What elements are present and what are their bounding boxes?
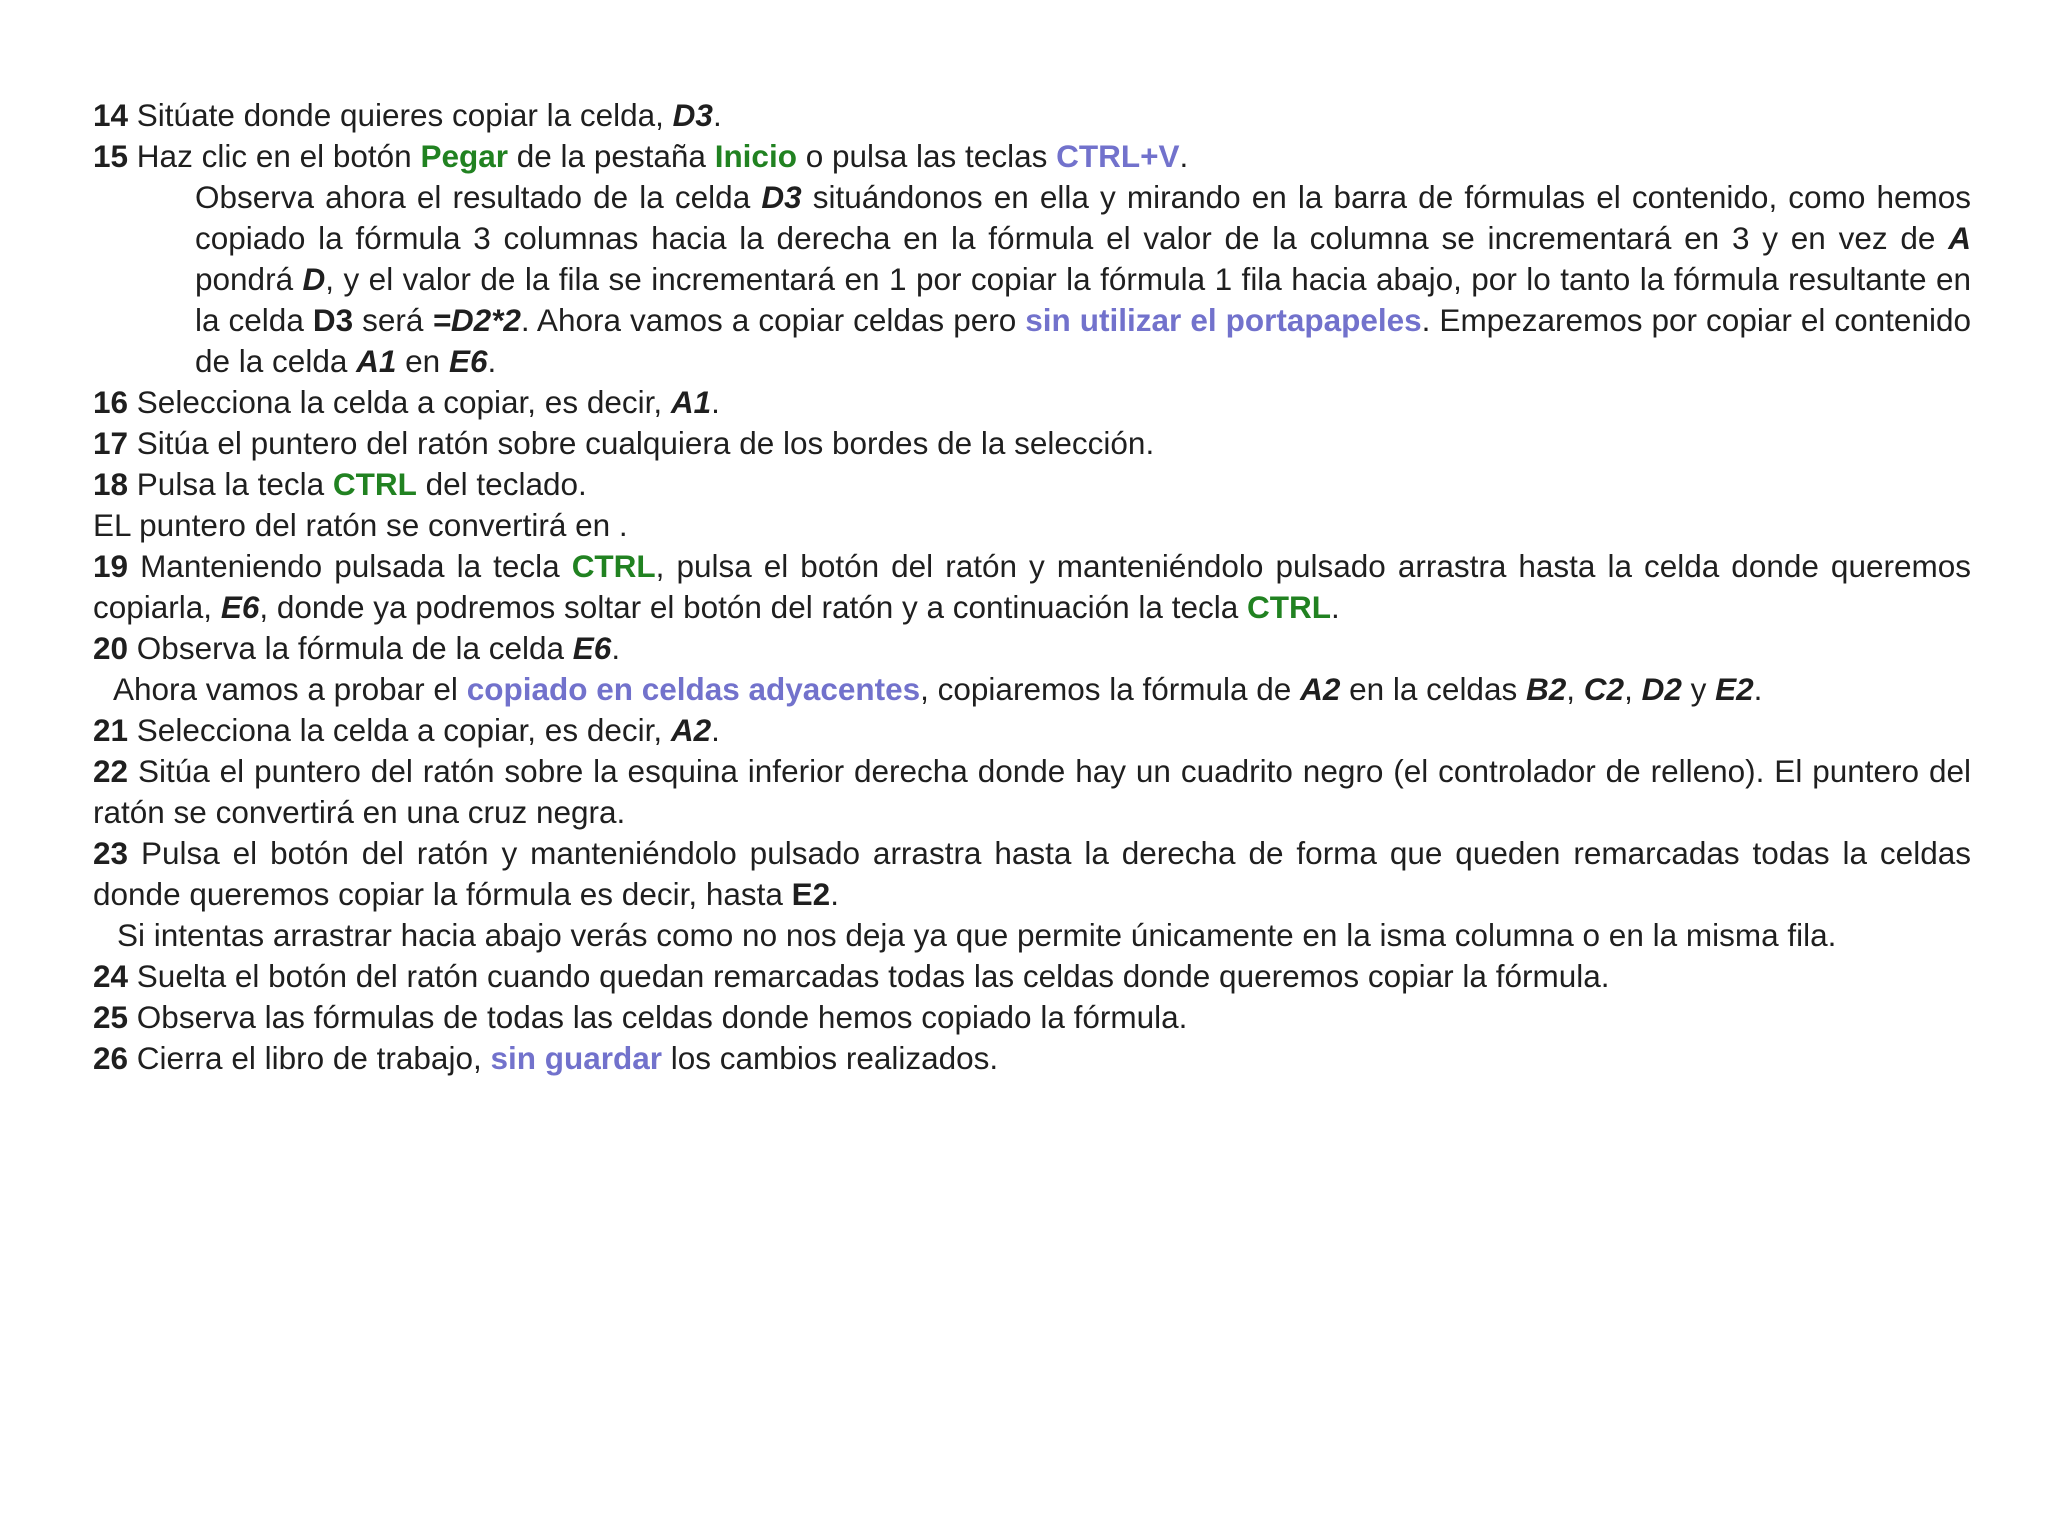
step-20: 20 Observa la fórmula de la celda E6.: [93, 630, 621, 666]
step-19: 19 Manteniendo pulsada la tecla CTRL, pulsa el botón del ratón y manteniéndolo pulsado arrastra hasta la celda donde queremos copiarla, E6, donde ya podremos soltar el botón del ratón y a continuación la tecla CTRL.: [93, 548, 1971, 625]
instructions-body: [93, 95, 1971, 1079]
step-number: 25: [93, 999, 129, 1035]
link-sin-guardar[interactable]: sin guardar: [490, 1040, 663, 1076]
observation-paragraph: Observa ahora el resultado de la celda D3 situándonos en ella y mirando en la barra de fórmulas el contenido, como hemos copiado la fórmula 3 columnas hacia la derecha en la fórmula el valor de la columna se incrementará en 3 y en vez de A pondrá D, y el valor de la fila se incrementará en 1 por copiar la fórmula 1 fila hacia abajo, por lo tanto la fórmula resultante en la celda D3 será =D2*2. Ahora vamos a copiar celdas pero sin utilizar el portapapeles. Empezaremos por copiar el contenido de la celda A1 en E6.: [195, 179, 1972, 379]
step-22: 22 Sitúa el puntero del ratón sobre la esquina inferior derecha donde hay un cuadrito negro (el controlador de relleno). El puntero del ratón se convertirá en una cruz negra.: [93, 753, 1971, 830]
inicio-tab-ref: Inicio: [714, 138, 797, 174]
step-number: 26: [93, 1040, 129, 1076]
step-16: 16 Selecciona la celda a copiar, es decir, A1.: [93, 384, 720, 420]
step-14: 14 Sitúate donde quieres copiar la celda, D3.: [93, 97, 722, 133]
link-copiado-adyacentes[interactable]: copiado en celdas adyacentes: [466, 671, 921, 707]
step-18: 18 Pulsa la tecla CTRL del teclado.: [93, 466, 587, 502]
step-25: 25 Observa las fórmulas de todas las celdas donde hemos copiado la fórmula.: [93, 999, 1188, 1035]
step-15: 15 Haz clic en el botón Pegar de la pestaña Inicio o pulsa las teclas CTRL+V.: [93, 138, 1189, 174]
shortcut-keys: CTRL+V: [1056, 138, 1180, 174]
drag-note: Si intentas arrastrar hacia abajo verás como no nos deja ya que permite únicamente en la isma columna o en la misma fila.: [117, 917, 1837, 953]
step-number: 16: [93, 384, 129, 420]
step-number: 23: [93, 835, 129, 871]
step-24: 24 Suelta el botón del ratón cuando quedan remarcadas todas las celdas donde queremos copiar la fórmula.: [93, 958, 1610, 994]
step-number: 19: [93, 548, 129, 584]
step-21: 21 Selecciona la celda a copiar, es decir, A2.: [93, 712, 720, 748]
step-number: 20: [93, 630, 129, 666]
link-sin-portapapeles[interactable]: sin utilizar el portapapeles: [1025, 302, 1422, 338]
step-17: 17 Sitúa el puntero del ratón sobre cualquiera de los bordes de la selección.: [93, 425, 1155, 461]
step-23: 23 Pulsa el botón del ratón y manteniéndolo pulsado arrastra hasta la derecha de forma que queden remarcadas todas la celdas donde queremos copiar la fórmula es decir, hasta E2.: [93, 835, 1971, 912]
formula-text: =D2*2: [432, 302, 521, 338]
step-number: 21: [93, 712, 129, 748]
pointer-note: EL puntero del ratón se convertirá en .: [93, 507, 628, 543]
step-26: 26 Cierra el libro de trabajo, sin guardar los cambios realizados.: [93, 1040, 999, 1076]
adjacent-copy-note: Ahora vamos a probar el copiado en celdas adyacentes, copiaremos la fórmula de A2 en la celdas B2, C2, D2 y E2.: [113, 671, 1763, 707]
step-number: 17: [93, 425, 129, 461]
ctrl-key-ref: CTRL: [332, 466, 417, 502]
step-number: 18: [93, 466, 129, 502]
step-number: 15: [93, 138, 129, 174]
step-number: 14: [93, 97, 129, 133]
cell-reference: D3: [672, 97, 713, 133]
pegar-button-ref: Pegar: [420, 138, 509, 174]
step-number: 24: [93, 958, 129, 994]
step-number: 22: [93, 753, 129, 789]
